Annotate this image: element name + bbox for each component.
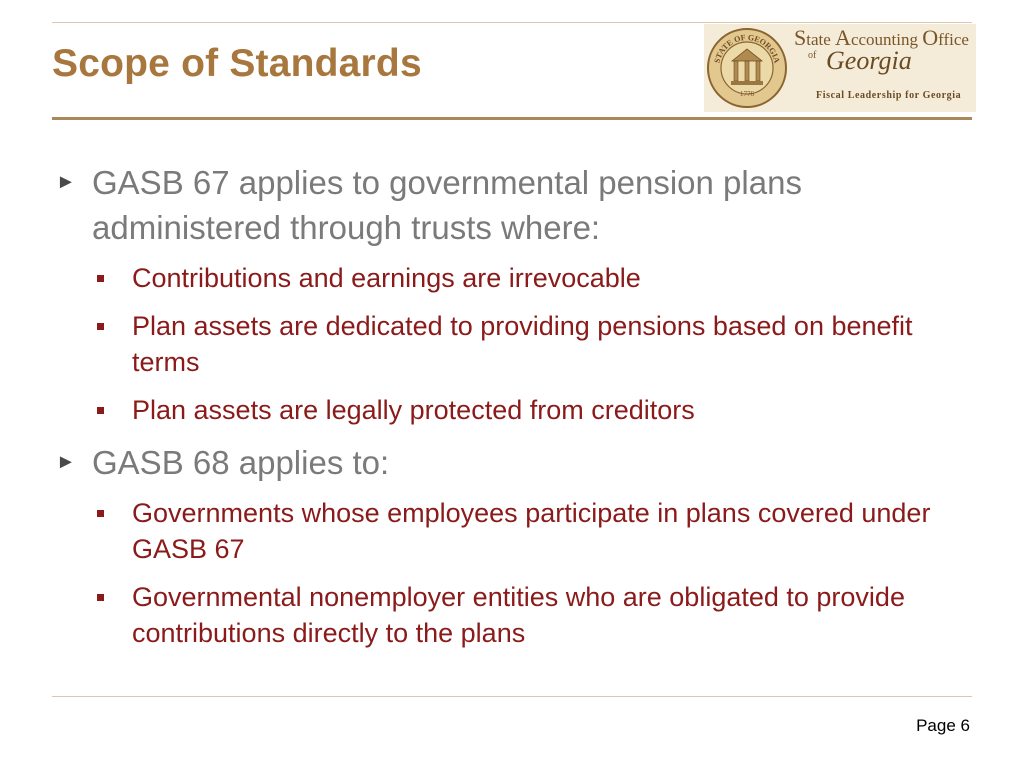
state-accounting-office-logo <box>704 24 976 112</box>
square-bullet-icon <box>97 407 104 414</box>
square-bullet-icon <box>97 594 104 601</box>
sub-bullet <box>52 308 972 380</box>
sub-bullet-text: Contributions and earnings are irrevocable <box>132 263 641 293</box>
sub-bullet <box>52 579 972 651</box>
sub-bullet <box>52 260 972 296</box>
logo-brand-text <box>794 25 976 101</box>
square-bullet-icon <box>97 275 104 282</box>
logo-georgia: Georgia <box>826 46 912 75</box>
slide-title: Scope of Standards <box>52 42 422 85</box>
sub-bullet-text: Governments whose employees participate in plans covered under GASB 67 <box>132 498 931 564</box>
sub-bullet-text: Plan assets are dedicated to providing pensions based on benefit terms <box>132 311 913 377</box>
bullet-gasb67 <box>52 160 972 250</box>
square-bullet-icon <box>97 323 104 330</box>
page-number: Page 6 <box>916 716 970 735</box>
seal-year: 1776 <box>740 90 754 98</box>
arrow-bullet-icon: ► <box>56 171 76 193</box>
bullet-text: GASB 67 applies to governmental pension plans administered through trusts where: <box>92 164 802 246</box>
logo-office-name: State Accounting Office <box>794 25 969 50</box>
sub-bullet-text: Plan assets are legally protected from creditors <box>132 395 695 425</box>
sub-bullet <box>52 392 972 428</box>
slide-body <box>52 160 972 663</box>
sub-bullet <box>52 495 972 567</box>
bottom-divider <box>52 696 972 697</box>
top-divider <box>52 22 972 23</box>
bullet-text: GASB 68 applies to: <box>92 444 390 481</box>
bullet-gasb68 <box>52 440 972 485</box>
square-bullet-icon <box>97 510 104 517</box>
sub-bullet-text: Governmental nonemployer entities who are obligated to provide contributions directly to the plans <box>132 582 905 648</box>
title-underline <box>52 117 972 120</box>
logo-of: of <box>808 50 817 61</box>
georgia-seal-icon <box>706 27 788 109</box>
seal-top-text: STATE OF GEORGIA <box>712 32 782 64</box>
logo-tagline: Fiscal Leadership for Georgia <box>816 90 962 101</box>
arrow-bullet-icon: ► <box>56 451 76 473</box>
